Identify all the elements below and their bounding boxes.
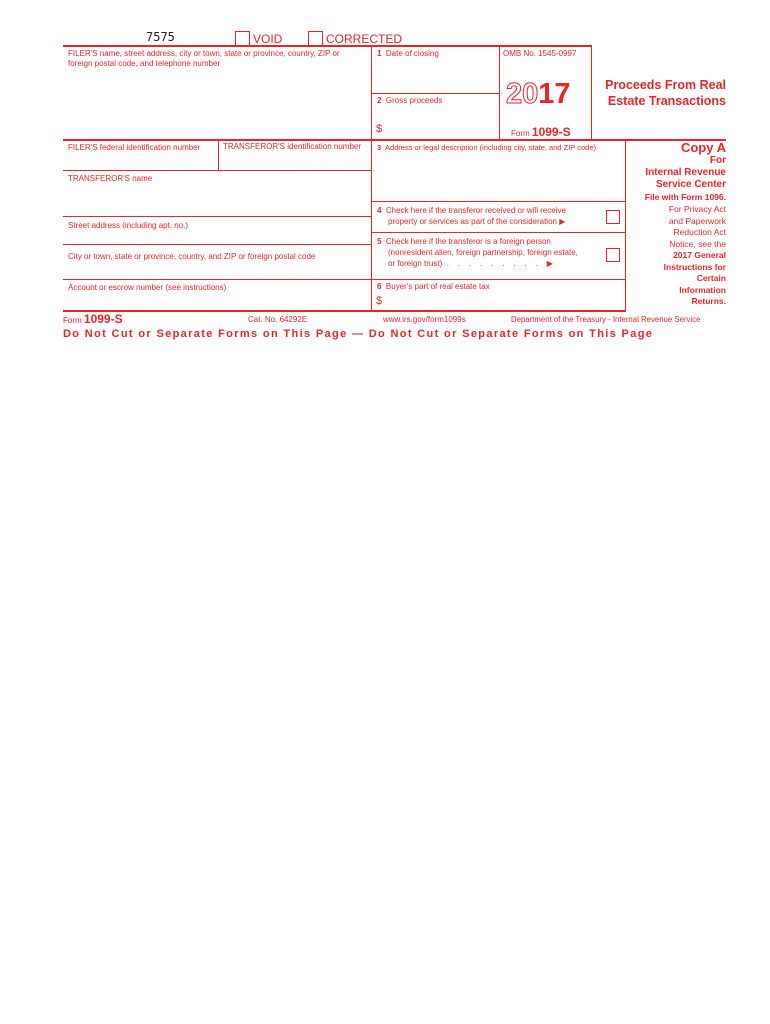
copy-file-with: File with Form 1096. (644, 192, 726, 202)
copy-general-3: Certain (696, 273, 726, 283)
copy-privacy-2: and Paperwork (668, 215, 726, 226)
copy-general-5: Returns. (691, 296, 726, 306)
box5-label (377, 236, 578, 269)
box5-checkbox[interactable] (606, 248, 620, 262)
street-address-label: Street address (including apt. no.) (68, 221, 189, 230)
tax-year (506, 78, 571, 110)
footer-form-name (63, 312, 123, 326)
city-bottom (63, 279, 371, 280)
corrected-checkbox[interactable] (308, 31, 323, 46)
box1-text: Date of closing (385, 49, 439, 58)
box2-dollar: $ (376, 123, 383, 135)
box4-number: 4 (377, 206, 382, 215)
filer-tin-label: FILER'S federal identification number (68, 143, 201, 152)
name-bottom (63, 216, 371, 217)
street-bottom (63, 244, 371, 245)
box6-number: 6 (377, 282, 382, 291)
copy-privacy-3: Reduction Act (673, 227, 726, 237)
transferor-name-label: TRANSFEROR'S name (68, 174, 153, 183)
form-title (596, 77, 726, 109)
copy-panel (628, 140, 726, 308)
form-title-line2: Estate Transactions (607, 94, 726, 108)
box6-label (377, 282, 490, 292)
form-bottom-border (63, 310, 626, 312)
form-top-border (63, 45, 592, 47)
box5-number: 5 (377, 237, 382, 246)
box3-bottom (371, 201, 625, 202)
tin-bottom (63, 170, 371, 171)
footer-cat-number: Cat. No. 64292E (248, 315, 308, 324)
box2-number: 2 (377, 96, 382, 105)
footer-form-prefix: Form (63, 316, 82, 325)
form-title-line1: Proceeds From Real (605, 78, 726, 92)
footer-department: Department of the Treasury - Internal Revenue Service (511, 315, 701, 324)
box3-label (377, 143, 596, 153)
copy-divider (625, 139, 626, 311)
form-code: 7575 (146, 30, 175, 44)
copy-general-4: Information (679, 284, 726, 295)
box5-line3: or foreign trust) . . . . . . . . . ▶ (388, 259, 553, 268)
omb-divider (499, 45, 500, 139)
box5-line1: Check here if the transferor is a foreign person (385, 237, 551, 246)
box4-checkbox[interactable] (606, 210, 620, 224)
copy-general-2: Instructions for (663, 261, 726, 272)
box6-dollar: $ (376, 295, 383, 307)
box1-label (377, 49, 439, 59)
box5-line2: (nonresident alien, foreign partnership, foreign estate, (388, 248, 578, 257)
form-name-header (511, 125, 571, 139)
transferor-tin-label: TRANSFEROR'S identification number (223, 142, 362, 151)
left-section-divider (371, 45, 372, 311)
form-number: 1099-S (531, 125, 571, 139)
box4-bottom (371, 232, 625, 233)
copy-line2: Service Center (655, 179, 726, 190)
box2-text: Gross proceeds (385, 96, 443, 105)
copy-general-1: 2017 General (673, 250, 726, 260)
box4-line1: Check here if the transferor received or will receive (385, 206, 566, 215)
omb-number: OMB No. 1545-0997 (503, 49, 577, 58)
box3-number: 3 (377, 143, 382, 152)
copy-title: Copy A (680, 140, 726, 155)
void-checkbox[interactable] (235, 31, 250, 46)
account-number-label: Account or escrow number (see instructions) (68, 283, 227, 292)
box2-label (377, 96, 442, 106)
box1-number: 1 (377, 49, 382, 58)
box4-line2: property or services as part of the consideration ▶ (388, 217, 566, 226)
row1-bottom (63, 139, 726, 141)
corrected-label: CORRECTED (326, 32, 403, 46)
copy-privacy-1: For Privacy Act (668, 204, 726, 214)
tax-year-prefix: 20 (506, 78, 539, 110)
tax-year-suffix: 17 (538, 78, 571, 110)
copy-privacy-4: Notice, see the (669, 238, 726, 249)
filer-name-label: FILER'S name, street address, city or town, state or province, country, ZIP or foreign postal code, and telephone number (68, 49, 340, 68)
void-label: VOID (253, 32, 283, 46)
box1-bottom (371, 93, 499, 94)
box6-text: Buyer's part of real estate tax (385, 282, 490, 291)
form-prefix: Form (511, 129, 530, 138)
box3-text: Address or legal description (including city, state, and ZIP code) (384, 143, 597, 152)
copy-for: For (709, 155, 726, 166)
box4-label (377, 205, 566, 227)
box5-bottom (371, 279, 625, 280)
footer-url: www.irs.gov/form1099s (383, 315, 466, 324)
copy-line1: Internal Revenue (645, 167, 726, 178)
right-panel-divider (591, 45, 592, 139)
tin-divider (218, 139, 219, 170)
footer-form-number: 1099-S (83, 312, 123, 326)
do-not-cut-warning: Do Not Cut or Separate Forms on This Page — Do Not Cut or Separate Forms on This Page (63, 328, 654, 340)
city-label: City or town, state or province, country, and ZIP or foreign postal code (68, 252, 316, 261)
